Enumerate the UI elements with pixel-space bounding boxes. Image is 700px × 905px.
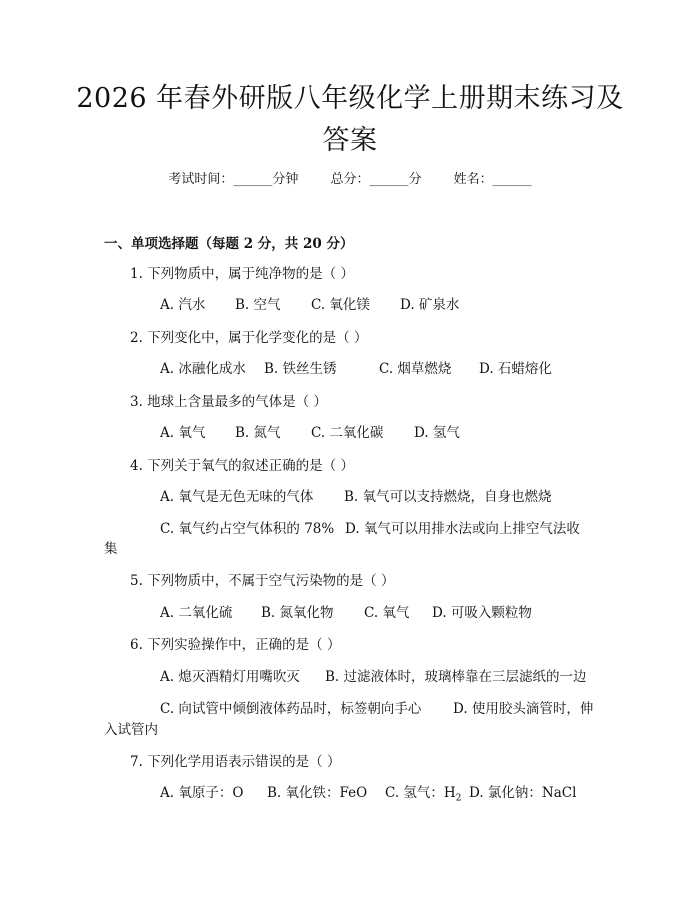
exam-time: 考试时间：______分钟 <box>168 172 299 187</box>
question-6: 6. 下列实验操作中，正确的是（ ） <box>130 637 341 653</box>
option-b: B. 氧气可以支持燃烧，自身也燃烧 <box>344 489 552 505</box>
question-4-options-row1 <box>160 485 552 505</box>
option-c: C. 二氧化碳 <box>311 425 384 441</box>
option-d: D. 氧气可以用排水法或向上排空气法收 <box>345 521 580 537</box>
option-c: C. 烟草燃烧 <box>379 361 452 377</box>
question-1: 1. 下列物质中，属于纯净物的是（ ） <box>130 266 354 282</box>
option-a: A. 冰融化成水 <box>160 361 246 377</box>
option-d: D. 可吸入颗粒物 <box>432 605 532 621</box>
title-line-1: 2026 年春外研版八年级化学上册期末练习及 <box>76 83 624 114</box>
question-4: 4. 下列关于氧气的叙述正确的是（ ） <box>130 458 354 474</box>
option-c: C. 氧气 <box>364 605 410 621</box>
option-b: B. 氮氧化物 <box>261 605 334 621</box>
question-3-options <box>160 421 460 441</box>
question-7-options <box>160 781 576 804</box>
question-6-options-row1 <box>160 665 587 685</box>
exam-name: 姓名：______ <box>453 172 532 187</box>
option-a: A. 汽水 <box>160 297 206 313</box>
exam-score: 总分：______分 <box>330 172 422 187</box>
option-d: D. 使用胶头滴管时，伸 <box>453 701 594 717</box>
option-d: D. 氢气 <box>414 425 460 441</box>
question-6-options-row2 <box>160 697 593 717</box>
option-c: C. 氧化镁 <box>311 297 370 313</box>
question-5-options <box>160 601 532 621</box>
option-b: B. 氮气 <box>235 425 281 441</box>
question-2: 2. 下列变化中，属于化学变化的是（ ） <box>130 330 368 346</box>
question-1-options <box>160 293 459 313</box>
section-heading: 一、单项选择题（每题 2 分，共 20 分） <box>104 236 354 252</box>
option-c: C. 氧气约占空气体积的 78% <box>160 521 335 537</box>
question-5: 5. 下列物质中，不属于空气污染物的是（ ） <box>130 573 395 589</box>
question-6-continuation: 入试管内 <box>104 722 158 738</box>
page-title <box>60 78 640 162</box>
option-d: D. 矿泉水 <box>400 297 460 313</box>
question-7: 7. 下列化学用语表示错误的是（ ） <box>130 754 341 770</box>
question-4-continuation: 集 <box>104 541 118 557</box>
option-d: D. 氯化钠：NaCl <box>469 785 577 801</box>
option-b: B. 氧化铁：FeO <box>267 785 368 801</box>
option-d: D. 石蜡熔化 <box>479 361 552 377</box>
question-2-options <box>160 357 552 377</box>
subscript-2: 2 <box>455 793 462 804</box>
title-line-2: 答案 <box>322 125 378 156</box>
option-a: A. 二氧化硫 <box>160 605 233 621</box>
option-a: A. 氧气是无色无味的气体 <box>160 489 314 505</box>
question-4-options-row2 <box>160 517 580 537</box>
option-a: A. 氧气 <box>160 425 206 441</box>
option-b: B. 过滤液体时，玻璃棒靠在三层滤纸的一边 <box>325 669 587 685</box>
question-3: 3. 地球上含量最多的气体是（ ） <box>130 394 327 410</box>
option-c: C. 向试管中倾倒液体药品时，标签朝向手心 <box>160 701 422 717</box>
option-b: B. 铁丝生锈 <box>264 361 337 377</box>
option-b: B. 空气 <box>235 297 281 313</box>
option-a: A. 熄灭酒精灯用嘴吹灭 <box>160 669 300 685</box>
option-a: A. 氧原子：O <box>160 785 244 801</box>
option-c: C. 氢气：$H_2$ <box>385 785 462 804</box>
exam-meta <box>0 168 700 187</box>
